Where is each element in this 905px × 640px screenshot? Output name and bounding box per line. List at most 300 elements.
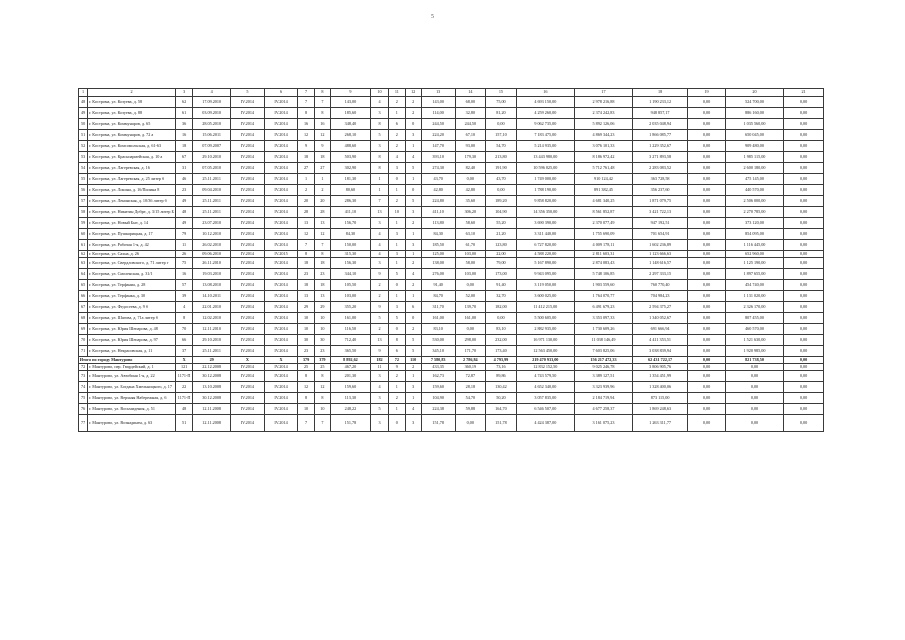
table-cell: 0,00: [784, 269, 824, 280]
table-cell: 0,00: [688, 324, 726, 335]
table-cell: 113,80: [421, 218, 455, 229]
table-cell: 43,70: [486, 174, 517, 185]
table-cell: 363 728,58: [633, 174, 688, 185]
table-cell: IV.2014: [264, 415, 298, 432]
table-cell: 161,00: [421, 313, 455, 324]
table-cell: 13: [314, 291, 330, 302]
table-cell: 36: [175, 119, 192, 130]
table-row: [79, 152, 824, 163]
table-cell: 0: [405, 313, 421, 324]
table-cell: 1 131 020,00: [725, 291, 783, 302]
table-cell: 2 600 180,00: [725, 163, 783, 174]
table-cell: 1: [405, 251, 421, 258]
table-cell: 691 666,94: [633, 324, 688, 335]
table-cell: 4 424 387,00: [516, 415, 574, 432]
table-cell: 61,70: [455, 240, 486, 251]
table-cell: 1 985 115,00: [725, 152, 783, 163]
table-cell: IV.2014: [264, 97, 298, 108]
table-cell: 32,80: [455, 108, 486, 119]
table-cell: 10: [314, 313, 330, 324]
table-cell: IV.2014: [231, 404, 265, 415]
table-cell: IV.2014: [264, 141, 298, 152]
table-cell: 51: [79, 130, 88, 141]
table-cell: 2: [370, 291, 388, 302]
table-cell: 10 596 025,00: [516, 163, 574, 174]
table-cell: 50,20: [486, 393, 517, 404]
table-cell: 0: [389, 415, 405, 432]
table-cell: 11: [175, 240, 192, 251]
table-cell: 1 866 085,77: [633, 130, 688, 141]
table-cell: 7 580,83: [421, 357, 455, 364]
table-cell: 66: [79, 291, 88, 302]
table-cell: 49: [175, 196, 192, 207]
header-cell: 18: [633, 89, 688, 97]
table-cell: 18: [298, 152, 314, 163]
table-cell: IV.2014: [264, 163, 298, 174]
header-cell: 15: [486, 89, 517, 97]
table-cell: 9 943 095,00: [516, 269, 574, 280]
table-cell: 1: [370, 174, 388, 185]
table-cell: 244,50: [421, 119, 455, 130]
table-cell: 8 892,62: [331, 357, 371, 364]
table-cell: 173,40: [486, 346, 517, 357]
table-cell: 182,00: [486, 302, 517, 313]
address-cell: г. Кострома, ул. Федосеева, д. 9 б: [88, 302, 176, 313]
table-cell: 701 654,91: [633, 229, 688, 240]
table-cell: 18: [175, 141, 192, 152]
table-cell: 185,50: [421, 240, 455, 251]
table-cell: 10: [314, 404, 330, 415]
table-cell: 143,00: [421, 97, 455, 108]
table-cell: 62: [175, 97, 192, 108]
table-cell: 8: [370, 163, 388, 174]
table-cell: 3: [370, 258, 388, 269]
address-cell: г. Мантурово, ул. Вознадинен, д. 63: [88, 415, 176, 432]
table-cell: 29.10.2010: [193, 335, 231, 346]
table-cell: 3 389 127,51: [574, 371, 632, 382]
table-cell: 1: [389, 240, 405, 251]
table-cell: IV.2014: [231, 174, 265, 185]
table-cell: 0,00: [725, 382, 783, 393]
table-cell: 0,00: [688, 185, 726, 196]
table-cell: 4: [405, 269, 421, 280]
table-cell: 2: [405, 364, 421, 371]
table-cell: 3: [405, 382, 421, 393]
table-cell: 23: [314, 269, 330, 280]
table-cell: 84,30: [421, 229, 455, 240]
table-cell: 0: [389, 324, 405, 335]
table-cell: 93,00: [455, 141, 486, 152]
table-cell: 360,19: [455, 364, 486, 371]
table-cell: 59,88: [455, 404, 486, 415]
table-cell: 5: [370, 130, 388, 141]
address-cell: г. Мантурово, ул. Богдана Хмельницкого, д. 17: [88, 382, 176, 393]
table-cell: 25.11.2011: [193, 196, 231, 207]
table-cell: 2: [405, 258, 421, 269]
table-cell: 0: [389, 280, 405, 291]
table-cell: 0,00: [688, 163, 726, 174]
table-cell: 1 035 560,00: [725, 119, 783, 130]
table-cell: IV.2014: [231, 240, 265, 251]
table-cell: 0,00: [784, 324, 824, 335]
table-cell: 4 259 260,00: [516, 108, 574, 119]
table-cell: 0,00: [688, 152, 726, 163]
table-cell: 13: [314, 218, 330, 229]
table-cell: 0,00: [784, 302, 824, 313]
table-cell: 0,00: [455, 324, 486, 335]
address-cell: г. Кострома, ул. Коммунаров, д. 65: [88, 119, 176, 130]
table-cell: 5: [389, 269, 405, 280]
table-cell: 52,00: [455, 291, 486, 302]
table-row: [79, 335, 824, 346]
table-cell: 0,00: [688, 229, 726, 240]
table-cell: 2: [389, 393, 405, 404]
table-cell: 156 217 472,33: [574, 357, 632, 364]
table-cell: 1 788 190,00: [516, 185, 574, 196]
table-cell: 82,40: [455, 163, 486, 174]
table-cell: 30: [298, 335, 314, 346]
table-cell: 12 563 450,00: [516, 346, 574, 357]
table-cell: 27: [298, 163, 314, 174]
table-cell: 0: [405, 185, 421, 196]
table-cell: 311,70: [421, 302, 455, 313]
table-cell: 03.09.2010: [193, 108, 231, 119]
table-cell: 3 311 440,00: [516, 229, 574, 240]
table-cell: 0,00: [688, 291, 726, 302]
table-cell: 3 057 835,00: [516, 393, 574, 404]
table-cell: IV.2014: [264, 218, 298, 229]
table-cell: 103,00: [331, 291, 371, 302]
table-cell: 2: [389, 97, 405, 108]
table-cell: 5 712 761,48: [574, 163, 632, 174]
table-row: [79, 269, 824, 280]
table-cell: 8: [370, 119, 388, 130]
header-cell: 7: [298, 89, 314, 97]
total-row: [79, 357, 824, 364]
table-cell: 21,20: [486, 229, 517, 240]
table-cell: 1: [370, 185, 388, 196]
table-cell: 440 570,00: [725, 185, 783, 196]
table-cell: 20: [298, 196, 314, 207]
table-cell: 276,00: [421, 269, 455, 280]
address-cell: г. Кострома, ул. Новый Быт, д. 14: [88, 218, 176, 229]
table-cell: 116,50: [331, 324, 371, 335]
table-cell: 0,00: [784, 108, 824, 119]
table-cell: 1: [389, 258, 405, 269]
table-cell: 9: [314, 141, 330, 152]
table-cell: 53: [79, 152, 88, 163]
table-cell: 12: [298, 229, 314, 240]
table-cell: 4: [370, 382, 388, 393]
table-cell: IV.2014: [231, 185, 265, 196]
table-cell: 63,10: [455, 229, 486, 240]
table-cell: 2: [298, 185, 314, 196]
table-cell: 3: [370, 371, 388, 382]
table-cell: IV.2014: [264, 393, 298, 404]
table-cell: 3 353 097,33: [574, 313, 632, 324]
table-cell: 0,00: [784, 258, 824, 269]
table-cell: 25.11.2011: [193, 174, 231, 185]
table-cell: 91,40: [486, 280, 517, 291]
table-cell: IV.2014: [231, 346, 265, 357]
table-cell: 147,70: [421, 141, 455, 152]
table-cell: 0,00: [486, 119, 517, 130]
table-cell: 2 594 375,27: [633, 302, 688, 313]
table-cell: 29: [298, 302, 314, 313]
table-cell: 8: [314, 393, 330, 404]
table-cell: 18: [314, 280, 330, 291]
table-cell: 8: [370, 152, 388, 163]
table-cell: 191,90: [486, 163, 517, 174]
table-cell: 475 145,00: [725, 174, 783, 185]
table-cell: 1: [389, 291, 405, 302]
table-cell: 114,00: [421, 108, 455, 119]
data-table: [78, 88, 824, 432]
table-cell: IV.2014: [264, 302, 298, 313]
table-cell: 104,90: [486, 207, 517, 218]
table-cell: 355,20: [331, 302, 371, 313]
address-cell: г. Мантурово, ул. Автобиня 1-я, д. 22: [88, 371, 176, 382]
table-cell: IV.2014: [231, 130, 265, 141]
table-cell: 1 749 000,00: [516, 174, 574, 185]
table-cell: 1: [405, 371, 421, 382]
table-cell: 16: [175, 269, 192, 280]
table-cell: 189,20: [486, 196, 517, 207]
table-cell: 650 045,00: [725, 130, 783, 141]
table-cell: 344,10: [331, 269, 371, 280]
table-cell: 3: [389, 163, 405, 174]
table-cell: 1 229 352,67: [633, 141, 688, 152]
table-cell: 57: [79, 196, 88, 207]
table-cell: 0,00: [688, 364, 726, 371]
table-cell: 39: [175, 291, 192, 302]
table-cell: IV.2014: [231, 313, 265, 324]
table-cell: IV.2014: [264, 324, 298, 335]
table-cell: IV.2014: [264, 335, 298, 346]
table-cell: 0,00: [784, 163, 824, 174]
table-cell: 4 652 340,00: [516, 382, 574, 393]
table-row: [79, 240, 824, 251]
table-cell: 524 700,00: [725, 97, 783, 108]
table-row: [79, 324, 824, 335]
table-row: [79, 371, 824, 382]
table-cell: 0,00: [455, 280, 486, 291]
table-row: [79, 130, 824, 141]
table-row: [79, 364, 824, 371]
table-cell: 8: [298, 393, 314, 404]
table-cell: 379: [298, 357, 314, 364]
table-cell: 105,50: [331, 280, 371, 291]
table-cell: 306,20: [455, 207, 486, 218]
table-cell: 0,00: [688, 108, 726, 119]
table-cell: 7: [298, 240, 314, 251]
table-cell: 54,70: [486, 141, 517, 152]
table-cell: IV.2014: [231, 163, 265, 174]
table-cell: 43,70: [421, 174, 455, 185]
table-cell: 7: [314, 415, 330, 432]
table-cell: 84,70: [421, 291, 455, 302]
table-cell: 0,00: [784, 240, 824, 251]
table-cell: IV.2014: [264, 280, 298, 291]
table-cell: 0,00: [784, 196, 824, 207]
table-cell: 0,00: [784, 207, 824, 218]
table-cell: 2 506 000,00: [725, 196, 783, 207]
table-row: [79, 302, 824, 313]
table-cell: 3 421 722,13: [633, 207, 688, 218]
table-cell: 72: [389, 357, 405, 364]
table-row: [79, 280, 824, 291]
table-cell: 365,50: [331, 346, 371, 357]
table-cell: 891 382,45: [574, 185, 632, 196]
table-cell: 60: [79, 229, 88, 240]
table-cell: 84,30: [331, 229, 371, 240]
table-cell: 67: [79, 302, 88, 313]
table-cell: 28,18: [455, 382, 486, 393]
table-cell: 268,10: [331, 130, 371, 141]
table-cell: 2: [389, 196, 405, 207]
table-cell: 393,10: [421, 152, 455, 163]
table-cell: IV.2014: [264, 269, 298, 280]
table-cell: 379: [314, 357, 330, 364]
table-cell: 0,00: [784, 346, 824, 357]
table-cell: 4: [389, 152, 405, 163]
table-cell: 807 455,00: [725, 313, 783, 324]
table-cell: 130,42: [486, 382, 517, 393]
table-cell: 3 271 893,58: [633, 152, 688, 163]
table-cell: 411,10: [331, 207, 371, 218]
table-cell: 4: [370, 240, 388, 251]
table-cell: 150,00: [331, 240, 371, 251]
table-cell: 70: [79, 335, 88, 346]
table-cell: 1 123 666,63: [633, 251, 688, 258]
table-cell: 18: [314, 258, 330, 269]
table-cell: 3 161 075,23: [574, 415, 632, 432]
table-cell: 50: [79, 119, 88, 130]
table-cell: 171,70: [455, 346, 486, 357]
table-cell: 49: [79, 108, 88, 119]
table-cell: 4: [405, 152, 421, 163]
table-cell: 13.08.2010: [193, 280, 231, 291]
table-cell: 4 009 178,11: [574, 240, 632, 251]
table-cell: 27: [314, 163, 330, 174]
table-cell: 143,00: [331, 97, 371, 108]
table-cell: IV.2014: [231, 393, 265, 404]
table-cell: 704 984,23: [633, 291, 688, 302]
table-cell: 9 858 820,00: [516, 196, 574, 207]
table-cell: 7: [314, 240, 330, 251]
header-cell: 6: [264, 89, 298, 97]
table-cell: 315,30: [331, 251, 371, 258]
table-cell: 139,70: [455, 302, 486, 313]
table-cell: 302,90: [331, 163, 371, 174]
table-cell: 0,00: [688, 280, 726, 291]
table-cell: 1: [298, 174, 314, 185]
table-cell: IV.2014: [231, 324, 265, 335]
table-cell: 1 920 985,00: [725, 346, 783, 357]
header-cell: 13: [421, 89, 455, 97]
table-cell: 219 470 933,00: [516, 357, 574, 364]
table-cell: IV.2015: [264, 251, 298, 258]
table-cell: 0,00: [688, 357, 726, 364]
table-cell: 0,00: [688, 302, 726, 313]
table-cell: IV.2014: [231, 371, 265, 382]
table-cell: 73,16: [486, 364, 517, 371]
table-cell: 2 297 333,15: [633, 269, 688, 280]
table-cell: 0,00: [784, 382, 824, 393]
table-cell: 13.10.2008: [193, 382, 231, 393]
table-cell: IV.2014: [264, 346, 298, 357]
table-cell: 2 811 603,31: [574, 251, 632, 258]
table-cell: 6 546 507,00: [516, 404, 574, 415]
table-cell: 232,00: [486, 335, 517, 346]
table-cell: 7: [314, 97, 330, 108]
table-cell: 164,70: [486, 404, 517, 415]
page-mark: 5: [431, 14, 434, 20]
table-cell: 1 116 445,00: [725, 240, 783, 251]
address-cell: г. Мантурово, ул. Верхняя Набережная, д. 6: [88, 393, 176, 404]
table-cell: 72,87: [455, 371, 486, 382]
table-cell: 0,00: [725, 404, 783, 415]
table-cell: 0,00: [784, 152, 824, 163]
table-cell: 181,30: [331, 174, 371, 185]
table-cell: 28: [314, 207, 330, 218]
table-cell: 48: [175, 404, 192, 415]
table-cell: 3 076 101,33: [574, 141, 632, 152]
table-cell: 4: [370, 251, 388, 258]
table-cell: 0,00: [784, 364, 824, 371]
table-cell: IV.2014: [231, 382, 265, 393]
table-cell: IV.2014: [231, 207, 265, 218]
address-cell: Итого по городу Мантурово: [79, 357, 176, 364]
table-row: [79, 207, 824, 218]
table-cell: 69: [79, 324, 88, 335]
table-cell: 48: [175, 207, 192, 218]
address-cell: г. Кострома, ул. Красноармейская, д. 10 а: [88, 152, 176, 163]
table-cell: 348,40: [331, 119, 371, 130]
table-cell: 71: [79, 346, 88, 357]
table-cell: 2: [405, 280, 421, 291]
table-cell: 25: [314, 364, 330, 371]
table-row: [79, 141, 824, 152]
table-cell: IV.2014: [231, 269, 265, 280]
table-cell: 63: [79, 258, 88, 269]
table-cell: 0,00: [784, 185, 824, 196]
table-cell: 503,90: [331, 152, 371, 163]
address-cell: г. Кострома, ул. Козуева, д. 58: [88, 97, 176, 108]
table-row: [79, 174, 824, 185]
table-cell: 467,20: [331, 364, 371, 371]
header-cell: 5: [231, 89, 265, 97]
table-cell: 1: [405, 393, 421, 404]
table-cell: 0,00: [784, 130, 824, 141]
table-cell: 3 806 905,76: [633, 364, 688, 371]
table-cell: 5 500 605,00: [516, 313, 574, 324]
table-cell: 0,00: [784, 280, 824, 291]
table-cell: 8: [298, 371, 314, 382]
address-cell: г. Кострома, ул. Рабочая 1-я, д. 42: [88, 240, 176, 251]
table-cell: 14 356 350,00: [516, 207, 574, 218]
table-cell: 0,00: [688, 240, 726, 251]
table-cell: 530,00: [421, 335, 455, 346]
table-cell: 83,10: [486, 324, 517, 335]
table-cell: 5 167 890,00: [516, 258, 574, 269]
table-cell: 3: [389, 229, 405, 240]
table-cell: 3: [405, 207, 421, 218]
table-cell: 4 743 579,50: [516, 371, 574, 382]
table-cell: 1 869 248,63: [633, 404, 688, 415]
header-cell: 21: [784, 89, 824, 97]
table-cell: 3: [370, 218, 388, 229]
